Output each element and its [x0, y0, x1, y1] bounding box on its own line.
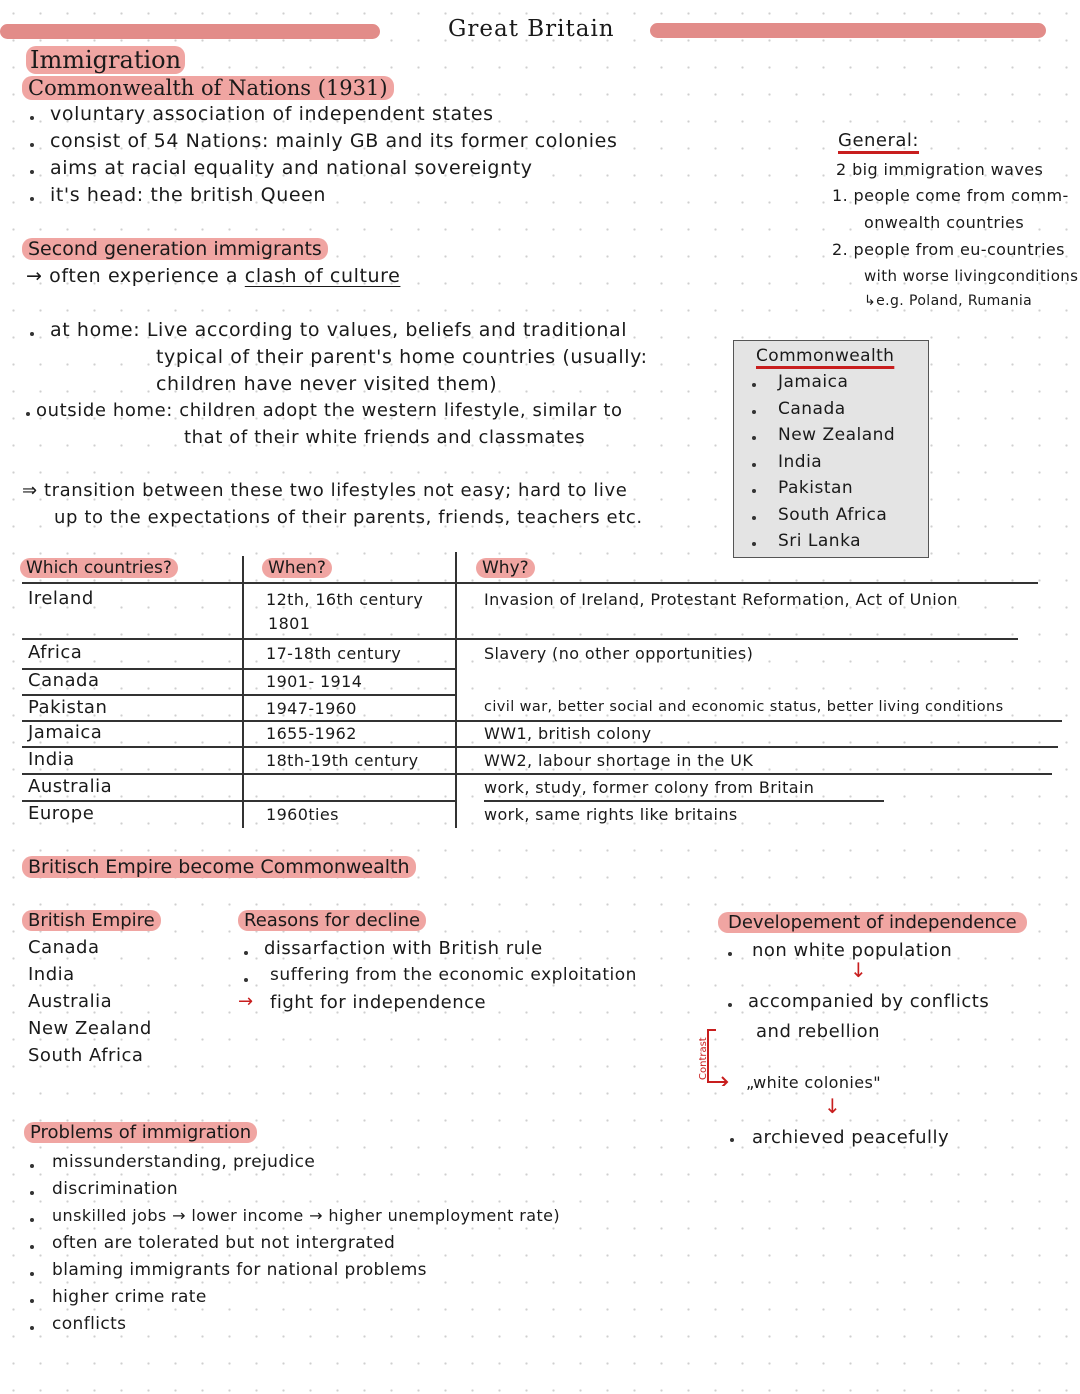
arrow-down-icon: ↓	[824, 1094, 841, 1118]
empire-country: Australia	[28, 991, 113, 1012]
bullet	[30, 143, 34, 147]
table-divider	[242, 556, 244, 828]
bullet	[30, 1299, 34, 1303]
table-cell-when: 1947-1960	[266, 699, 357, 718]
bullet	[752, 489, 756, 493]
table-cell-country: Australia	[28, 776, 113, 797]
table-cell-country: Jamaica	[28, 722, 103, 743]
table-cell-when: 12th, 16th century	[266, 590, 424, 609]
bullet	[30, 1191, 34, 1195]
commonwealth-item: India	[778, 451, 823, 472]
second-gen-heading: Second generation immigrants	[22, 238, 328, 260]
development-line: and rebellion	[756, 1021, 881, 1042]
bullet	[30, 116, 34, 120]
bullet	[730, 1138, 734, 1142]
table-cell-why: WW1, british colony	[484, 724, 652, 743]
bullet	[752, 436, 756, 440]
bullet	[30, 1164, 34, 1168]
header-bar-left	[0, 24, 380, 39]
header-bar-right	[650, 23, 1046, 38]
second-gen-intro: → often experience a clash of culture	[26, 265, 401, 287]
general-line: 2 big immigration waves	[836, 160, 1044, 179]
empire-country: Canada	[28, 937, 100, 958]
second-gen-outside-line: outside home: children adopt the western lifestyle, similar to	[36, 400, 623, 421]
bullet	[30, 1245, 34, 1249]
table-divider	[22, 582, 1038, 584]
table-cell-why: civil war, better social and economic status, better living conditions	[484, 699, 1004, 715]
contrast-label: Contrast	[698, 1037, 709, 1080]
list-item: aims at racial equality and national sovereignty	[50, 157, 533, 179]
second-gen-home-line: children have never visited them)	[156, 373, 498, 395]
bullet	[752, 383, 756, 387]
table-divider	[22, 720, 1062, 722]
bullet	[752, 410, 756, 414]
table-cell-why: work, study, former colony from Britain	[484, 778, 815, 797]
table-divider	[484, 800, 884, 802]
commonwealth-item: New Zealand	[778, 425, 896, 445]
table-cell-country: Europe	[28, 803, 95, 824]
list-item: it's head: the british Queen	[50, 184, 327, 206]
table-cell-country: Ireland	[28, 588, 94, 609]
table-cell-country: India	[28, 749, 75, 770]
general-line: ↳e.g. Poland, Rumania	[864, 293, 1033, 309]
development-line: accompanied by conflicts	[748, 991, 990, 1012]
bullet	[752, 463, 756, 467]
general-line: 2. people from eu-countries	[832, 240, 1065, 259]
bullet	[30, 1326, 34, 1330]
commonwealth-item: Sri Lanka	[778, 531, 862, 551]
table-divider	[22, 638, 1018, 640]
commonwealth-item: Canada	[778, 398, 846, 419]
reasons-heading: Reasons for decline	[238, 910, 426, 931]
immigration-heading: Immigration	[26, 46, 185, 74]
second-gen-conclusion: up to the expectations of their parents, friends, teachers etc.	[54, 507, 643, 528]
second-gen-home-line: typical of their parent's home countries (usually:	[156, 346, 648, 368]
empire-country: India	[28, 964, 75, 985]
bullet	[244, 951, 248, 955]
bullet	[244, 978, 248, 982]
problem-item: missunderstanding, prejudice	[52, 1152, 316, 1172]
problem-item: blaming immigrants for national problems	[52, 1260, 427, 1280]
table-cell-country: Pakistan	[28, 697, 108, 718]
problem-item: discrimination	[52, 1179, 179, 1199]
table-divider	[22, 800, 456, 802]
second-gen-home-line: at home: Live according to values, beliefs and traditional	[50, 319, 628, 341]
empire-heading: Britisch Empire become Commonwealth	[22, 856, 416, 878]
bullet	[728, 1003, 732, 1007]
table-cell-when: 1960ties	[266, 805, 339, 824]
commonwealth-item: Jamaica	[778, 372, 849, 392]
general-heading: General:	[838, 130, 920, 151]
development-line: archieved peacefully	[752, 1127, 950, 1148]
table-header-why: Why?	[476, 558, 535, 578]
table-cell-country: Canada	[28, 670, 100, 691]
problem-item: higher crime rate	[52, 1287, 207, 1307]
table-cell-when: 1901- 1914	[266, 672, 363, 691]
general-line: with worse livingconditions	[864, 267, 1079, 285]
table-cell-when: 18th-19th century	[266, 751, 419, 770]
table-cell-why: Slavery (no other opportunities)	[484, 644, 754, 663]
bullet	[752, 516, 756, 520]
problem-item: conflicts	[52, 1314, 127, 1334]
reason-result: fight for independence	[270, 992, 487, 1013]
commonwealth-box-heading: Commonwealth	[756, 346, 895, 366]
bullet	[30, 197, 34, 201]
problems-heading: Problems of immigration	[24, 1122, 257, 1143]
list-item: consist of 54 Nations: mainly GB and its former colonies	[50, 130, 618, 152]
general-line: 1. people come from comm-	[832, 186, 1069, 205]
reason-item: dissarfaction with British rule	[264, 938, 543, 959]
arrow-down-icon: ↓	[850, 958, 867, 982]
bullet	[30, 170, 34, 174]
page-title: Great Britain	[448, 16, 615, 42]
table-divider	[22, 746, 1058, 748]
arrow-right-icon: →	[238, 991, 254, 1012]
bullet	[752, 542, 756, 546]
bullet	[30, 332, 34, 336]
second-gen-outside-line: that of their white friends and classmates	[184, 427, 586, 448]
bullet	[728, 952, 732, 956]
table-cell-why: work, same rights like britains	[484, 805, 738, 824]
commonwealth-item: South Africa	[778, 504, 888, 525]
problem-item: unskilled jobs → lower income → higher unemployment rate)	[52, 1206, 561, 1225]
table-cell-why: WW2, labour shortage in the UK	[484, 751, 754, 770]
table-cell-country: Africa	[28, 642, 83, 663]
table-cell-why: Invasion of Ireland, Protestant Reformation, Act of Union	[484, 590, 958, 609]
reason-item: suffering from the economic exploitation	[270, 965, 637, 985]
development-heading: Developement of independence	[718, 912, 1027, 933]
development-line: „white colonies"	[746, 1073, 881, 1092]
table-divider	[22, 773, 1052, 775]
commonwealth-nations-heading: Commonwealth of Nations (1931)	[22, 76, 394, 100]
table-cell-when: 1801	[268, 614, 311, 633]
general-line: onwealth countries	[864, 213, 1025, 232]
bullet	[26, 412, 30, 416]
british-empire-heading: British Empire	[22, 910, 161, 931]
table-header-when: When?	[262, 558, 332, 578]
bullet	[30, 1218, 34, 1222]
second-gen-conclusion: ⇒ transition between these two lifestyles not easy; hard to live	[22, 480, 628, 501]
table-cell-when: 17-18th century	[266, 644, 402, 663]
empire-country: New Zealand	[28, 1018, 152, 1039]
empire-country: South Africa	[28, 1045, 144, 1066]
table-header-countries: Which countries?	[20, 558, 178, 578]
development-line: non white population	[752, 940, 953, 961]
table-divider	[22, 694, 456, 696]
bullet	[30, 1272, 34, 1276]
problem-item: often are tolerated but not intergrated	[52, 1233, 396, 1253]
list-item: voluntary association of independent states	[50, 103, 494, 125]
table-cell-when: 1655-1962	[266, 724, 357, 743]
commonwealth-item: Pakistan	[778, 478, 854, 498]
table-divider	[455, 552, 457, 828]
